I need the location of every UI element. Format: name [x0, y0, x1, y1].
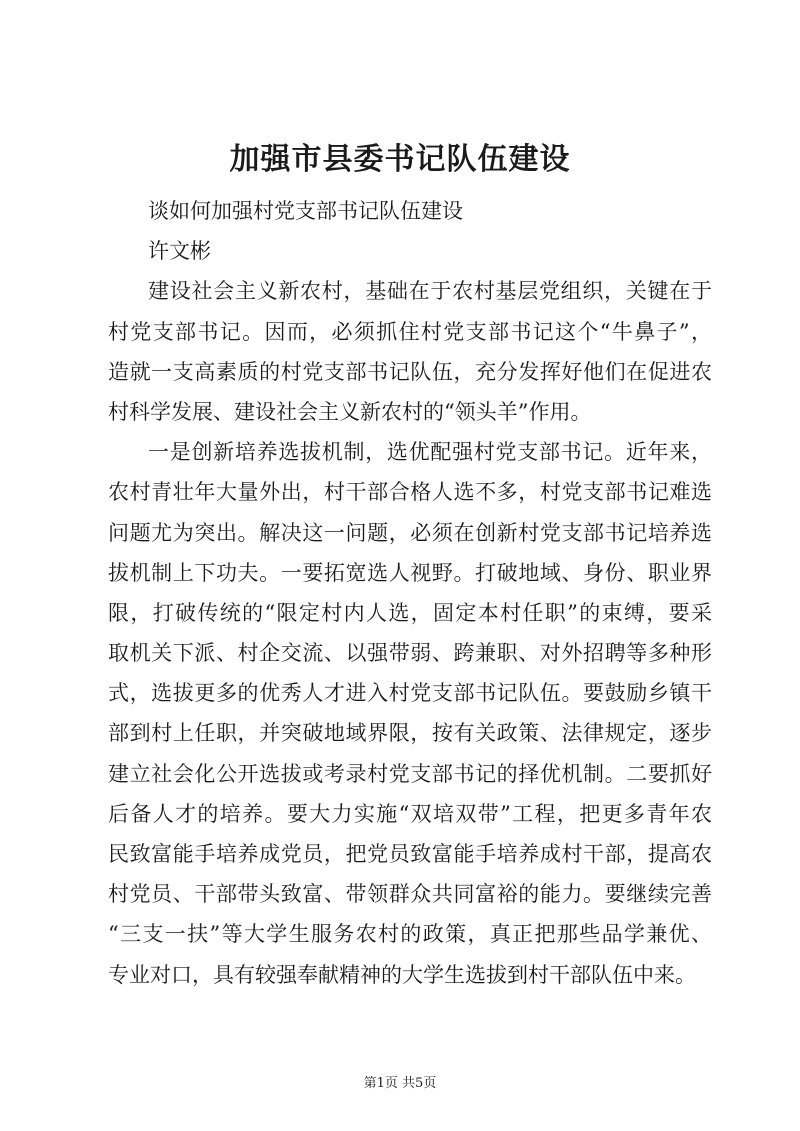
paragraph-line: “三支一扶”等大学生服务农村的政策，真正把那些品学兼优、: [108, 922, 712, 947]
paragraph-line: 拔机制上下功夫。一要拓宽选人视野。打破地域、身份、职业界: [108, 560, 712, 585]
paragraphs: [108, 271, 712, 994]
paragraph-line: 取机关下派、村企交流、以强带弱、跨兼职、对外招聘等多种形: [108, 641, 712, 666]
paragraph-line: 限，打破传统的“限定村内人选，固定本村任职”的束缚，要采: [108, 600, 712, 625]
page-number: 第1页 共5页: [363, 1076, 437, 1091]
paragraph-line: 农村青壮年大量外出，村干部合格人选不多，村党支部书记难选: [108, 480, 712, 505]
paragraph-line: 村党支部书记。因而，必须抓住村党支部书记这个“牛鼻子”，: [108, 319, 712, 344]
paragraph-line: 建立社会化公开选拔或考录村党支部书记的择优机制。二要抓好: [108, 761, 712, 786]
paragraph-line: 后备人才的培养。要大力实施“双培双带”工程，把更多青年农: [108, 801, 712, 826]
paragraph-line: 部到村上任职，并突破地域界限，按有关政策、法律规定，逐步: [108, 721, 712, 746]
subtitle: 谈如何加强村党支部书记队伍建设: [148, 199, 463, 223]
paragraph-line: 一是创新培养选拔机制，选优配强村党支部书记。近年来，: [148, 440, 712, 465]
paragraph-line: 村科学发展、建设社会主义新农村的“领头羊”作用。: [108, 399, 592, 424]
paragraph-line: 民致富能手培养成党员，把党员致富能手培养成村干部，提高农: [108, 842, 712, 866]
paragraph: [108, 432, 712, 995]
paragraph-line: 村党员、干部带头致富、带领群众共同富裕的能力。要继续完善: [108, 882, 712, 907]
document-body: [108, 191, 712, 995]
paragraph-line: 问题尤为突出。解决这一问题，必须在创新村党支部书记培养选: [108, 520, 712, 545]
paragraph-line: 专业对口，具有较强奉献精神的大学生选拔到村干部队伍中来。: [108, 962, 696, 987]
paragraph-line: 建设社会主义新农村，基础在于农村基层党组织，关键在于: [148, 279, 712, 304]
paragraph-line: 式，选拔更多的优秀人才进入村党支部书记队伍。要鼓励乡镇干: [108, 681, 712, 706]
paragraph: [108, 271, 712, 432]
author: 许文彬: [148, 239, 211, 264]
document-title: 加强市县委书记队伍建设: [229, 142, 571, 177]
paragraph-line: 造就一支高素质的村党支部书记队伍，充分发挥好他们在促进农: [108, 359, 712, 384]
